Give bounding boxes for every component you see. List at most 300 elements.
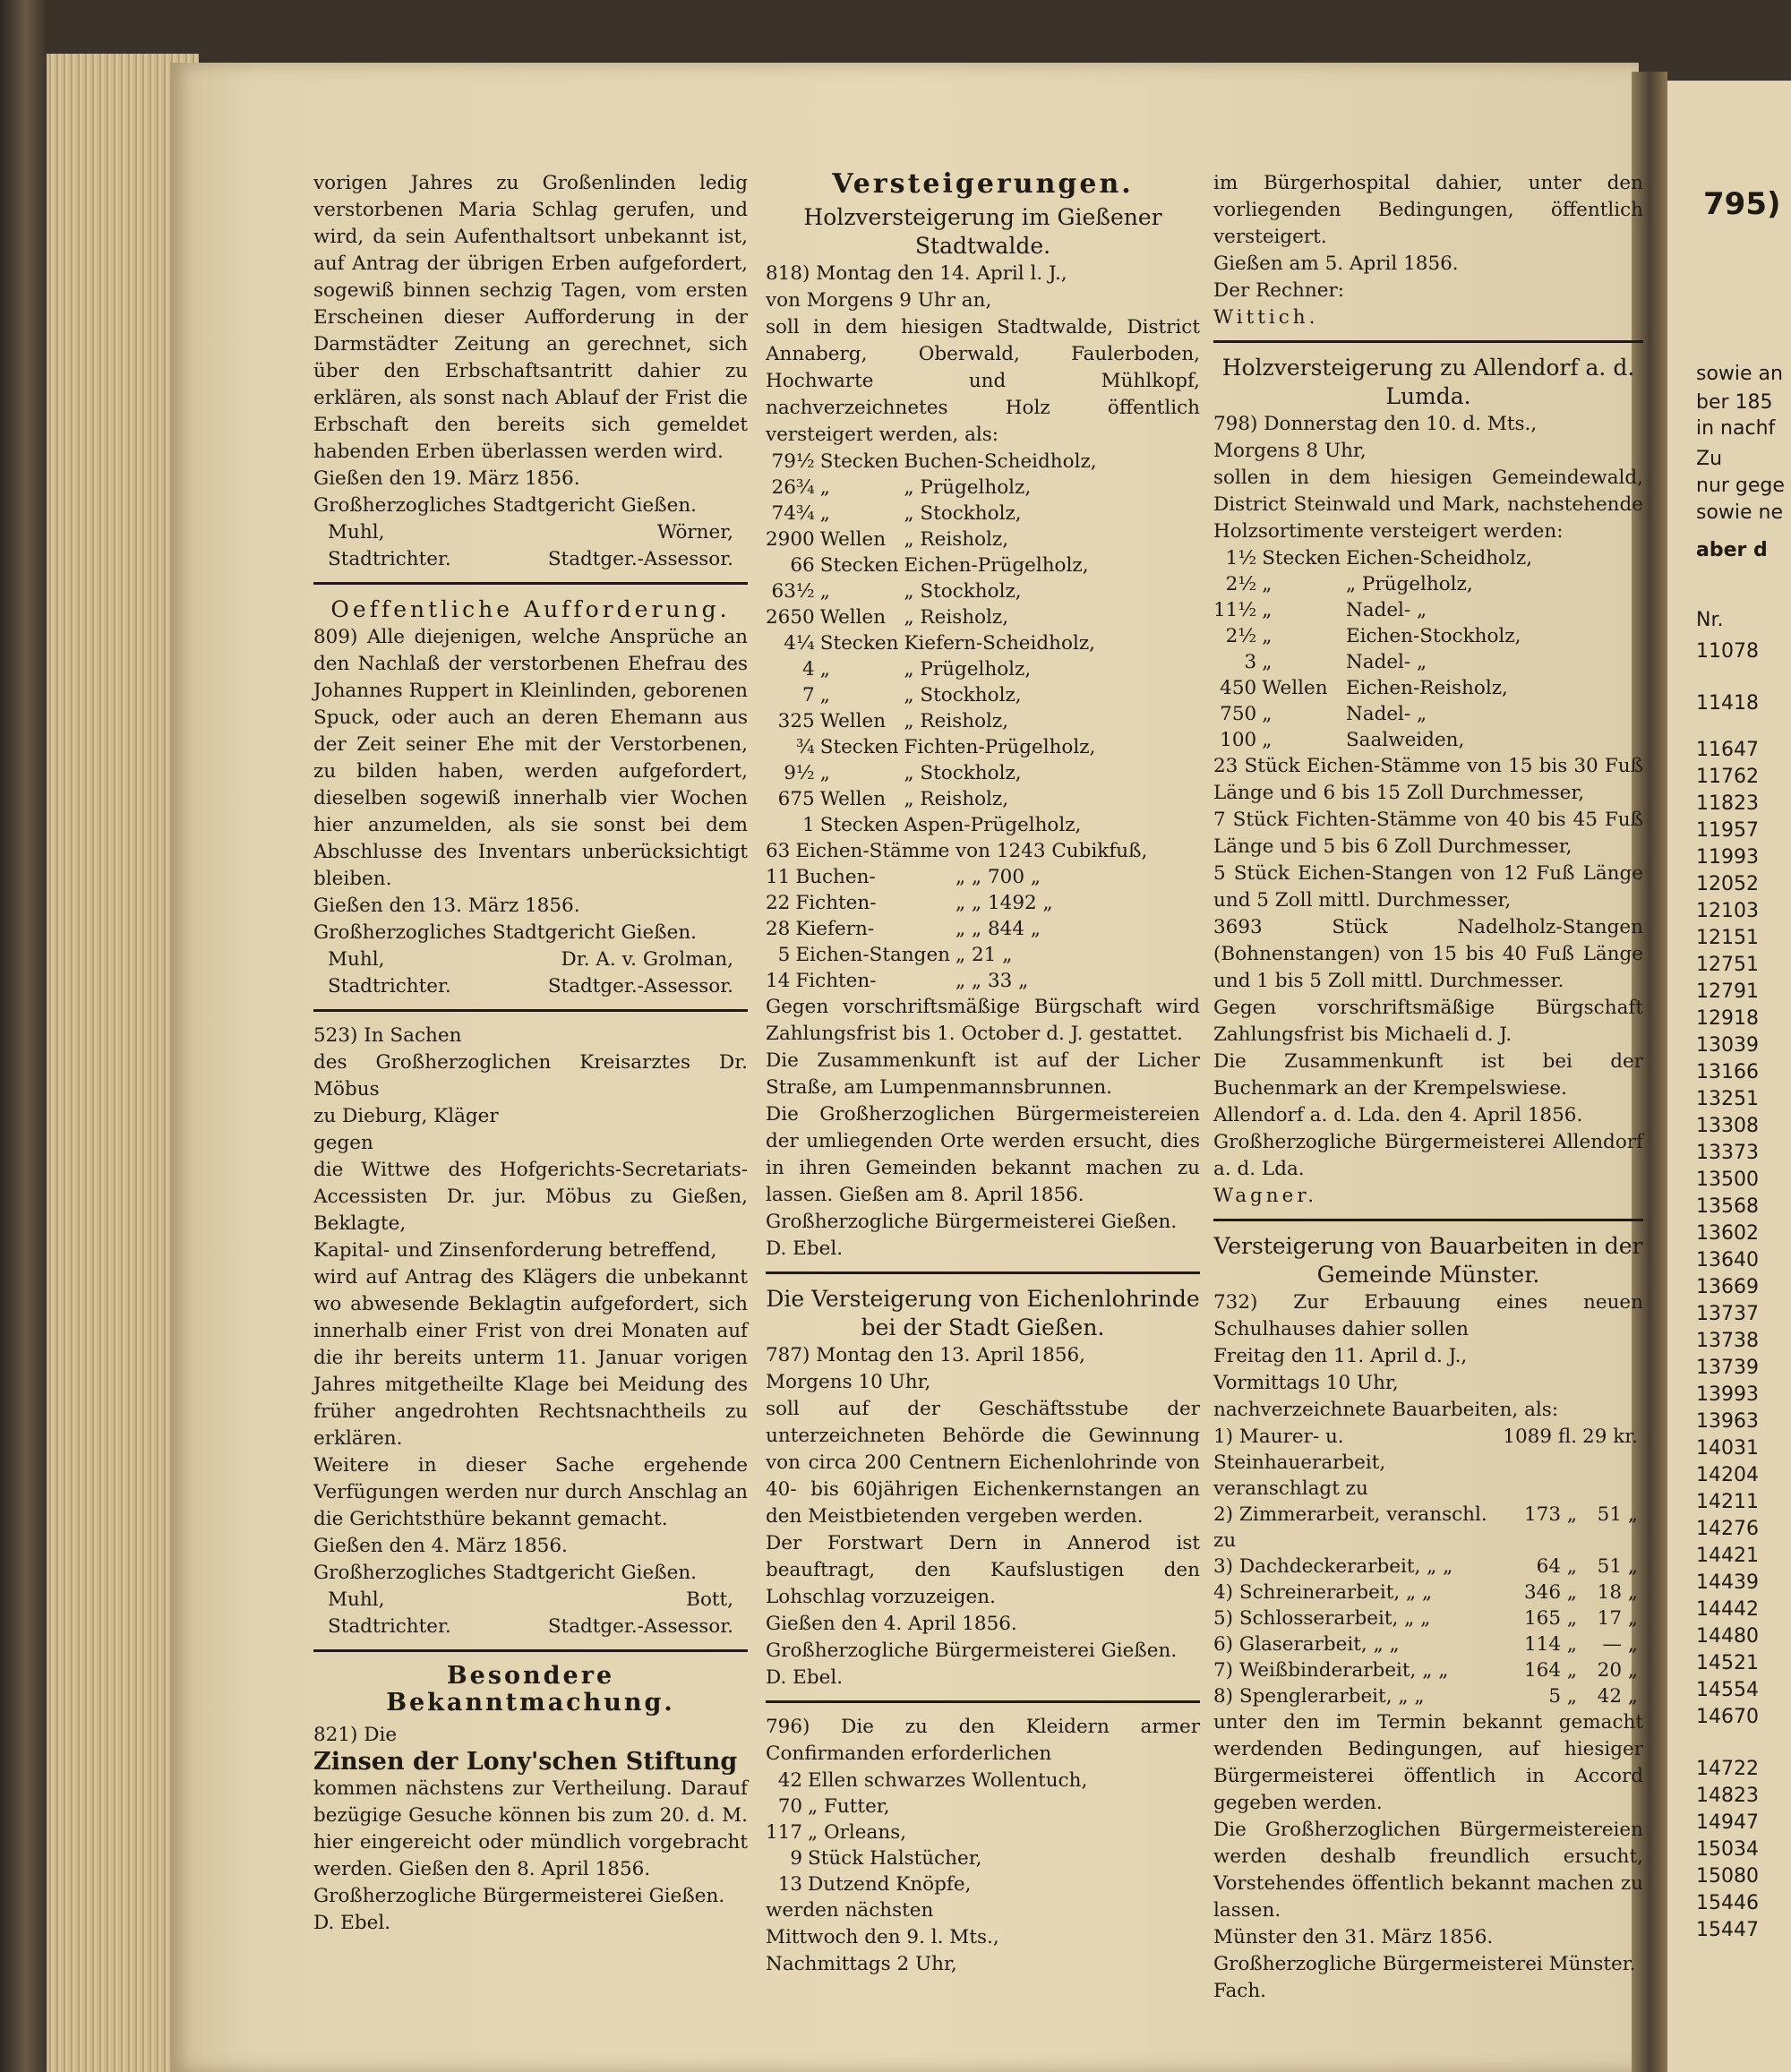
notice3-role1: Stadtrichter. xyxy=(328,1615,451,1638)
wood-kind: „ Stockholz, xyxy=(904,762,1022,784)
work-label: 1) Maurer- u. Steinhauerarbeit, veranschlagt zu xyxy=(1213,1426,1386,1500)
number-entry: 13166 xyxy=(1696,1061,1759,1083)
number-entry: 15080 xyxy=(1696,1865,1759,1888)
wood-row xyxy=(1213,571,1538,597)
wood-unit: „ xyxy=(1262,703,1273,725)
a732-name: Fach. xyxy=(1213,1980,1266,2002)
wood-kind: „ Reisholz, xyxy=(904,710,1009,732)
wood-unit: Wellen xyxy=(819,528,887,551)
number-entry: 11957 xyxy=(1696,819,1759,842)
a818-subtitle: Holzversteigerung im Gießener Stadtwalde. xyxy=(803,204,1162,259)
clothes-item: „ Futter, xyxy=(808,1795,890,1818)
clothes-row xyxy=(766,1794,1093,1819)
work-florin: 346 „ xyxy=(1524,1581,1578,1604)
wood-row xyxy=(766,734,1102,760)
wood-qty: 2½ xyxy=(1225,625,1257,647)
notice3-line2: des Großherzoglichen Kreisarztes Dr. Möbus xyxy=(313,1051,748,1100)
work-label: 6) Glaserarbeit, „ „ xyxy=(1213,1633,1400,1656)
a818-request: Die Großherzoglichen Bürgermeistereien der umliegenden Orte werden ersucht, dies in ihren Gemeinden bekannt machen zu lassen. Gießen am 8. April 1856. xyxy=(766,1103,1200,1206)
work-florin: 1089 fl. xyxy=(1503,1426,1578,1448)
number-entry: 13963 xyxy=(1696,1410,1759,1433)
wood-row xyxy=(766,527,1102,552)
clothes-item: „ Orleans, xyxy=(808,1821,907,1844)
clothes-qty: 13 xyxy=(777,1873,803,1896)
a787-name: D. Ebel. xyxy=(766,1666,844,1689)
wood-unit: Wellen xyxy=(819,606,887,629)
a732-text: unter den im Termin bekannt gemacht werdenden Bedingungen, auf hiesiger Bürgermeisterei öffentlich in Accord gegeben werden. xyxy=(1213,1711,1643,1814)
wood-kind: Buchen-Scheidholz, xyxy=(904,450,1097,473)
number-entry: 12918 xyxy=(1696,1007,1759,1030)
wood-unit: „ xyxy=(819,476,830,499)
wood-kind: „ Prügelholz, xyxy=(1345,573,1473,595)
number-entry: 14439 xyxy=(1696,1571,1759,1594)
tree-row xyxy=(766,838,1153,864)
clothes-qty: 70 xyxy=(777,1795,803,1818)
wood-qty: 79½ xyxy=(771,450,815,473)
tree-qty: 22 xyxy=(766,892,791,914)
a818-sign: Großherzogliche Bürgermeisterei Gießen. xyxy=(766,1211,1178,1233)
work-kreuzer: 42 „ xyxy=(1597,1685,1638,1708)
tree-qty: 5 xyxy=(777,944,791,966)
wood-qty: 450 xyxy=(1220,677,1257,699)
a787-title: Die Versteigerung von Eichenlohrinde bei der Stadt Gießen. xyxy=(766,1286,1200,1340)
notice3-line6: Kapital- und Zinsenforderung betreffend, xyxy=(313,1239,717,1262)
work-label: 3) Dachdeckerarbeit, „ „ xyxy=(1213,1555,1453,1578)
number-entry: 14670 xyxy=(1696,1706,1759,1728)
notice4-name: D. Ebel. xyxy=(313,1912,391,1934)
a798-terms: Gegen vorschriftsmäßige Bürgschaft Zahlungsfrist bis Michaeli d. J. xyxy=(1213,997,1643,1046)
number-entry: 13251 xyxy=(1696,1088,1759,1110)
work-kreuzer: 51 „ xyxy=(1597,1503,1638,1526)
wood-row xyxy=(766,552,1102,578)
notice3-line1: 523) In Sachen xyxy=(313,1024,462,1047)
number-entry: 12791 xyxy=(1696,980,1759,1003)
wood-kind: Nadel- „ xyxy=(1345,703,1427,725)
number-entry: 11993 xyxy=(1696,846,1759,869)
tree-qty: 11 xyxy=(766,866,791,888)
wood-row xyxy=(1213,701,1538,727)
number-entry: 13602 xyxy=(1696,1222,1759,1245)
work-row xyxy=(1213,1605,1643,1631)
notice4-title: Besondere Bekanntmachung. xyxy=(386,1662,675,1717)
wood-qty: 4 xyxy=(802,658,815,681)
wood-row xyxy=(766,475,1102,501)
wood-row xyxy=(766,578,1102,604)
number-entry: 11078 xyxy=(1696,640,1759,663)
stem-item: 5 Stück Eichen-Stangen von 12 Fuß Länge und 5 Zoll mittl. Durchmesser, xyxy=(1213,862,1643,912)
wood-qty: 325 xyxy=(777,710,815,732)
next-page-line: sowie an xyxy=(1696,363,1783,385)
tree-row xyxy=(766,890,1153,916)
wood-unit: „ xyxy=(819,684,830,706)
wood-qty: 66 xyxy=(790,554,815,577)
wood-qty: 74¾ xyxy=(771,502,815,525)
wood-row xyxy=(766,682,1102,708)
number-entry: 14204 xyxy=(1696,1464,1759,1486)
notice2-role2: Stadtger.-Assessor. xyxy=(547,975,733,997)
wood-qty: 11½ xyxy=(1213,599,1257,621)
wood-row xyxy=(766,656,1102,682)
intro-court: Großherzogliches Stadtgericht Gießen. xyxy=(313,494,698,517)
work-label: 8) Spenglerarbeit, „ „ xyxy=(1213,1685,1425,1708)
divider xyxy=(313,1009,748,1012)
tree-kind: Eichen-Stangen xyxy=(795,944,951,966)
wood-unit: Wellen xyxy=(1262,677,1328,699)
number-entry: 15446 xyxy=(1696,1892,1759,1914)
notice4-sign: Großherzogliche Bürgermeisterei Gießen. xyxy=(313,1885,725,1907)
notice4-text: kommen nächstens zur Vertheilung. Darauf bezügige Gesuche können bis zum 20. d. M. hier eingereicht oder mündlich vorgebracht werden. Gießen den 8. April 1856. xyxy=(313,1777,748,1880)
notice3-date: Gießen den 4. März 1856. xyxy=(313,1535,568,1557)
wood-row xyxy=(1213,545,1538,571)
intro-role1: Stadtrichter. xyxy=(328,548,451,570)
a732-line2: Freitag den 11. April d. J., xyxy=(1213,1345,1468,1367)
auctions-heading: Versteigerungen. xyxy=(832,168,1134,200)
wood-unit: Stecken xyxy=(819,554,899,577)
a732-sign: Großherzogliche Bürgermeisterei Münster. xyxy=(1213,1953,1636,1975)
next-page-line: ber 185 xyxy=(1696,391,1773,414)
work-row xyxy=(1213,1631,1643,1657)
wood-kind: Eichen-Scheidholz, xyxy=(1345,547,1533,569)
divider xyxy=(1213,340,1643,343)
number-entry: 14823 xyxy=(1696,1785,1759,1807)
clothes-qty: 117 xyxy=(766,1821,803,1844)
number-entry: 11823 xyxy=(1696,792,1759,815)
tree-qty: 14 xyxy=(766,970,791,992)
a732-date: Münster den 31. März 1856. xyxy=(1213,1926,1494,1948)
work-florin: 114 „ xyxy=(1524,1633,1578,1656)
notice2-court: Großherzogliches Stadtgericht Gießen. xyxy=(313,921,698,944)
wood-kind: Eichen-Stockholz, xyxy=(1345,625,1521,647)
wood-row xyxy=(1213,649,1538,675)
wood-unit: „ xyxy=(819,580,830,603)
wood-qty: 100 xyxy=(1220,729,1257,751)
trees-table-818 xyxy=(766,838,1153,994)
works-table-732 xyxy=(1213,1424,1643,1709)
wood-unit: „ xyxy=(819,658,830,681)
wood-unit: „ xyxy=(819,502,830,525)
number-entry: 11647 xyxy=(1696,739,1759,761)
a818-line1: 818) Montag den 14. April l. J., xyxy=(766,262,1067,285)
work-row xyxy=(1213,1502,1643,1554)
a818-terms: Gegen vorschriftsmäßige Bürgschaft wird Zahlungsfrist bis 1. October d. J. gestattet. xyxy=(766,996,1200,1045)
tree-volume: von 1243 Cubikfuß, xyxy=(955,840,1148,862)
notice4-big: Zinsen der Lony'schen Stiftung xyxy=(313,1748,738,1776)
wood-kind: Eichen-Reisholz, xyxy=(1345,677,1508,699)
stems-list-798 xyxy=(1213,753,1643,995)
a787-sign: Großherzogliche Bürgermeisterei Gießen. xyxy=(766,1640,1178,1662)
tree-volume: „ 21 „ xyxy=(955,944,1013,966)
work-kreuzer: 17 „ xyxy=(1597,1607,1638,1630)
work-kreuzer: 51 „ xyxy=(1597,1555,1638,1578)
top-date: Gießen am 5. April 1856. xyxy=(1213,253,1459,275)
a787-text: soll auf der Geschäftsstube der unterzeichneten Behörde die Gewinnung von circa 200 Centnern Eichenlohrinde von 40- bis 60jährigen Eichenkernstangen an den Meistbietenden vergeben werden. xyxy=(766,1398,1200,1528)
work-florin: 64 „ xyxy=(1536,1555,1578,1578)
wood-unit: Stecken xyxy=(819,736,899,758)
notice3-role2: Stadtger.-Assessor. xyxy=(547,1615,733,1638)
next-page-line: nur gege xyxy=(1696,475,1785,497)
a798-name: Wagner. xyxy=(1213,1185,1318,1207)
number-entry: 13568 xyxy=(1696,1195,1759,1218)
a798-line2: Morgens 8 Uhr, xyxy=(1213,440,1367,462)
wood-unit: „ xyxy=(1262,599,1273,621)
next-page-fragment xyxy=(1667,81,1791,2072)
number-entry: 14211 xyxy=(1696,1491,1759,1513)
wood-row xyxy=(1213,675,1538,701)
wood-row xyxy=(766,812,1102,838)
number-entry: 12103 xyxy=(1696,900,1759,922)
number-entry: 15447 xyxy=(1696,1919,1759,1941)
wood-row xyxy=(766,786,1102,812)
number-entry: 13738 xyxy=(1696,1330,1759,1352)
next-page-line: sowie ne xyxy=(1696,501,1784,524)
work-label: 2) Zimmerarbeit, veranschl. zu xyxy=(1213,1503,1487,1552)
notice2-text: 809) Alle diejenigen, welche Ansprüche an den Nachlaß der verstorbenen Ehefrau des Johannes Ruppert in Kleinlinden, geborenen Spuck, oder auch an deren Ehemann aus der Zeit seiner Ehe mit der Verstorbenen, zu bilden haben, werden aufgefordert, dieselben sogewiß innerhalb vier Wochen hier anzumelden, als sie sonst bei dem Abschlusse des Inventars unberücksichtigt bleiben. xyxy=(313,626,748,890)
a798-line1: 798) Donnerstag den 10. d. Mts., xyxy=(1213,413,1538,435)
a818-text: soll in dem hiesigen Stadtwalde, District Annaberg, Oberwald, Faulerboden, Hochwarte und Mühlkopf, nachverzeichnetes Holz öffentlich versteigert werden, als: xyxy=(766,316,1200,446)
top-text: im Bürgerhospital dahier, unter den vorliegenden Bedingungen, öffentlich versteigert. xyxy=(1213,172,1643,248)
wood-kind: Aspen-Prügelholz, xyxy=(904,814,1082,836)
a787-line2: Morgens 10 Uhr, xyxy=(766,1371,931,1393)
intro-date: Gießen den 19. März 1856. xyxy=(313,467,580,490)
tree-volume: „ „ 1492 „ xyxy=(955,892,1053,914)
number-entry: 13640 xyxy=(1696,1249,1759,1271)
number-entry: 13993 xyxy=(1696,1383,1759,1406)
number-entry: 14521 xyxy=(1696,1652,1759,1674)
work-row xyxy=(1213,1580,1643,1605)
work-kreuzer: 29 kr. xyxy=(1582,1426,1638,1448)
clothes-item: Dutzend Knöpfe, xyxy=(808,1873,972,1896)
number-entry: 13308 xyxy=(1696,1115,1759,1137)
number-entry: 14442 xyxy=(1696,1598,1759,1621)
intro-text: vorigen Jahres zu Großenlinden ledig verstorbenen Maria Schlag gerufen, und wird, da sein Aufenthaltsort unbekannt ist, auf Antrag der übrigen Erben aufgefordert, sogewiß binnen sechzig Tagen, vom ersten Erscheinen dieser Aufforderung in der Darmstädter Zeitung an gerechnet, sich über den Erbschaftsantritt dahier zu erklären, als sonst nach Ablauf der Frist die Erbschaft den bereits sich gemeldet habenden Erben überlassen werden wird. xyxy=(313,172,748,463)
number-entry: 15034 xyxy=(1696,1838,1759,1861)
wood-kind: „ Prügelholz, xyxy=(904,658,1032,681)
intro-sig1: Muhl, xyxy=(328,521,385,544)
work-kreuzer: 18 „ xyxy=(1597,1581,1638,1604)
wood-row xyxy=(766,501,1102,527)
wood-row xyxy=(766,760,1102,786)
divider xyxy=(766,1700,1200,1703)
a818-meet: Die Zusammenkunft ist auf der Licher Straße, am Lumpenmannsbrunnen. xyxy=(766,1049,1200,1099)
wood-qty: 2650 xyxy=(766,606,815,629)
wood-row xyxy=(1213,597,1538,623)
nr-label: Nr. xyxy=(1696,609,1724,631)
intro-role2: Stadtger.-Assessor. xyxy=(547,548,733,570)
divider xyxy=(1213,1219,1643,1221)
a787-line1: 787) Montag den 13. April 1856, xyxy=(766,1344,1086,1366)
next-page-line: Zu xyxy=(1696,448,1723,470)
wood-kind: „ Stockholz, xyxy=(904,684,1022,706)
wood-kind: „ Reisholz, xyxy=(904,606,1009,629)
wood-kind: „ Stockholz, xyxy=(904,502,1022,525)
a732-line4: nachverzeichnete Bauarbeiten, als: xyxy=(1213,1399,1559,1421)
tree-kind: Buchen- xyxy=(795,866,876,888)
clothes-item: Ellen schwarzes Wollentuch, xyxy=(808,1769,1088,1792)
number-entry: 14276 xyxy=(1696,1518,1759,1540)
wood-qty: 1½ xyxy=(1225,547,1257,569)
work-row xyxy=(1213,1554,1643,1580)
wood-table-818 xyxy=(766,449,1102,838)
wood-qty: 9½ xyxy=(784,762,815,784)
work-row xyxy=(1213,1424,1643,1502)
wood-qty: 26¾ xyxy=(771,476,815,499)
wood-qty: 2½ xyxy=(1225,573,1257,595)
top-role: Der Rechner: xyxy=(1213,279,1344,302)
work-florin: 173 „ xyxy=(1524,1503,1578,1526)
wood-kind: Kiefern-Scheidholz, xyxy=(904,632,1095,655)
a732-text2: Die Großherzoglichen Bürgermeistereien werden deshalb freundlich ersucht, Vorstehendes öffentlich bekannt machen zu lassen. xyxy=(1213,1819,1643,1922)
work-kreuzer: — „ xyxy=(1602,1633,1638,1656)
number-entry: 13669 xyxy=(1696,1276,1759,1298)
tree-row xyxy=(766,942,1153,968)
number-entry: 11762 xyxy=(1696,766,1759,788)
work-label: 7) Weißbinderarbeit, „ „ xyxy=(1213,1659,1449,1682)
clothes-row xyxy=(766,1819,1093,1845)
number-entry: 14480 xyxy=(1696,1625,1759,1648)
number-entry: 13739 xyxy=(1696,1357,1759,1379)
next-page-line: aber d xyxy=(1696,539,1768,561)
top-name: Wittich. xyxy=(1213,306,1319,329)
wood-row xyxy=(766,449,1102,475)
wood-kind: Eichen-Prügelholz, xyxy=(904,554,1089,577)
tree-row xyxy=(766,968,1153,994)
wood-unit: „ xyxy=(819,762,830,784)
tree-qty: 28 xyxy=(766,918,791,940)
a787-date: Gießen den 4. April 1856. xyxy=(766,1613,1017,1635)
wood-kind: „ Reisholz, xyxy=(904,528,1009,551)
clothes-table-796 xyxy=(766,1768,1093,1897)
wood-row xyxy=(766,630,1102,656)
a796-date2: Nachmittags 2 Uhr, xyxy=(766,1953,957,1975)
a818-line2: von Morgens 9 Uhr an, xyxy=(766,289,992,312)
number-entry: 13737 xyxy=(1696,1303,1759,1325)
a732-line1: 732) Zur Erbauung eines neuen Schulhauses dahier sollen xyxy=(1213,1291,1643,1340)
wood-unit: Wellen xyxy=(819,710,887,732)
tree-kind: Fichten- xyxy=(795,970,877,992)
a732-title: Versteigerung von Bauarbeiten in der Gemeinde Münster. xyxy=(1213,1233,1643,1288)
wood-unit: „ xyxy=(1262,573,1273,595)
work-kreuzer: 20 „ xyxy=(1597,1659,1638,1682)
wood-qty: 675 xyxy=(777,788,815,810)
divider xyxy=(313,582,748,585)
wood-unit: Stecken xyxy=(819,450,899,473)
wood-unit: Stecken xyxy=(819,632,899,655)
a798-meet: Die Zusammenkunft ist bei der Buchenmark an der Krempelswiese. xyxy=(1213,1050,1643,1100)
a798-title: Holzversteigerung zu Allendorf a. d. Lumda. xyxy=(1221,355,1635,409)
wood-row xyxy=(766,708,1102,734)
wood-kind: Nadel- „ xyxy=(1345,651,1427,673)
work-florin: 5 „ xyxy=(1548,1685,1578,1708)
wood-unit: Stecken xyxy=(1262,547,1341,569)
next-page-line: in nachf xyxy=(1696,417,1776,440)
work-row xyxy=(1213,1657,1643,1683)
clothes-row xyxy=(766,1845,1093,1871)
wood-row xyxy=(1213,727,1538,753)
wood-qty: 2900 xyxy=(766,528,815,551)
a798-sign: Großherzogliche Bürgermeisterei Allendorf a. d. Lda. xyxy=(1213,1131,1643,1180)
wood-kind: „ Prügelholz, xyxy=(904,476,1032,499)
divider xyxy=(766,1271,1200,1274)
column-1 xyxy=(313,170,748,1937)
wood-kind: Saalweiden, xyxy=(1345,729,1465,751)
clothes-qty: 42 xyxy=(777,1769,803,1792)
clothes-item: Stück Halstücher, xyxy=(808,1847,982,1870)
wood-qty: 1 xyxy=(802,814,815,836)
a796-text: 796) Die zu den Kleidern armer Confirmanden erforderlichen xyxy=(766,1716,1200,1765)
tree-volume: „ „ 700 „ xyxy=(955,866,1041,888)
a787-text2: Der Forstwart Dern in Annerod ist beauftragt, den Kaufslustigen den Lohschlag vorzuzeigen. xyxy=(766,1532,1200,1608)
notice4-line1: 821) Die xyxy=(313,1724,398,1746)
notice2-sig2: Dr. A. v. Grolman, xyxy=(561,948,733,971)
page-number: 795) xyxy=(1703,186,1781,222)
wood-unit: „ xyxy=(1262,651,1273,673)
wood-unit: „ xyxy=(1262,625,1273,647)
wood-qty: 3 xyxy=(1244,651,1257,673)
work-row xyxy=(1213,1683,1643,1709)
tree-row xyxy=(766,916,1153,942)
wood-qty: ¾ xyxy=(795,736,815,758)
clothes-row xyxy=(766,1871,1093,1897)
number-entry: 14722 xyxy=(1696,1758,1759,1780)
column-3 xyxy=(1213,170,1643,2005)
notice3-text: wird auf Antrag des Klägers die unbekannt wo abwesende Beklagtin aufgefordert, sich innerhalb einer Frist von drei Monaten auf die ihr bereits unterm 11. Januar vorigen Jahres mitgetheilte Klage bei Meidung des früher angedrohten Rechtsnachtheils zu erklären. xyxy=(313,1266,748,1450)
tree-qty: 63 xyxy=(766,840,791,862)
number-entry: 14554 xyxy=(1696,1679,1759,1701)
wood-row xyxy=(766,604,1102,630)
a798-text: sollen in dem hiesigen Gemeindewald, District Steinwald und Mark, nachstehende Holzsortimente versteigert werden: xyxy=(1213,467,1643,543)
notice2-role1: Stadtrichter. xyxy=(328,975,451,997)
a798-date: Allendorf a. d. Lda. den 4. April 1856. xyxy=(1213,1104,1583,1126)
tree-volume: „ „ 844 „ xyxy=(955,918,1041,940)
a796-date1: Mittwoch den 9. l. Mts., xyxy=(766,1926,999,1948)
number-entry: 12151 xyxy=(1696,927,1759,949)
notice3-text2: Weitere in dieser Sache ergehende Verfügungen werden nur durch Anschlag an die Gerichtsthüre bekannt gemacht. xyxy=(313,1454,748,1530)
wood-qty: 4¼ xyxy=(784,632,815,655)
clothes-row xyxy=(766,1768,1093,1794)
number-entry: 13373 xyxy=(1696,1142,1759,1164)
number-entry: 13500 xyxy=(1696,1169,1759,1191)
notice3-line4: gegen xyxy=(313,1132,373,1154)
number-entry: 11418 xyxy=(1696,692,1759,715)
number-entry: 12052 xyxy=(1696,873,1759,895)
notice3-line3: zu Dieburg, Kläger xyxy=(313,1105,499,1127)
wood-unit: „ xyxy=(1262,729,1273,751)
tree-kind: Kiefern- xyxy=(795,918,875,940)
wood-kind: „ Stockholz, xyxy=(904,580,1022,603)
wood-unit: Wellen xyxy=(819,788,887,810)
intro-sig2: Wörner, xyxy=(656,521,733,544)
stem-item: 23 Stück Eichen-Stämme von 15 bis 30 Fuß Länge und 6 bis 15 Zoll Durchmesser, xyxy=(1213,755,1643,804)
number-entry: 12751 xyxy=(1696,954,1759,976)
number-entry: 14421 xyxy=(1696,1545,1759,1567)
wood-unit: Stecken xyxy=(819,814,899,836)
notice3-court: Großherzogliches Stadtgericht Gießen. xyxy=(313,1562,698,1584)
a818-name: D. Ebel. xyxy=(766,1237,844,1260)
stem-item: 7 Stück Fichten-Stämme von 40 bis 45 Fuß Länge und 5 bis 6 Zoll Durchmesser, xyxy=(1213,809,1643,858)
column-2 xyxy=(766,166,1200,1978)
wood-qty: 63½ xyxy=(771,580,815,603)
work-label: 4) Schreinerarbeit, „ „ xyxy=(1213,1581,1433,1604)
notice3-sig2: Bott, xyxy=(686,1588,733,1611)
tree-kind: Eichen-Stämme xyxy=(795,840,950,862)
wood-table-798 xyxy=(1213,545,1538,753)
notice3-line5: die Wittwe des Hofgerichts-Secretariats-Accessisten Dr. jur. Möbus zu Gießen, Beklagte, xyxy=(313,1159,748,1235)
notice3-sig1: Muhl, xyxy=(328,1588,385,1611)
stem-item: 3693 Stück Nadelholz-Stangen (Bohnenstangen) von 15 bis 40 Fuß Länge und 1 bis 5 Zoll mittl. Durchmesser. xyxy=(1213,916,1643,992)
wood-row xyxy=(1213,623,1538,649)
work-florin: 164 „ xyxy=(1524,1659,1578,1682)
a796-line: werden nächsten xyxy=(766,1899,934,1922)
